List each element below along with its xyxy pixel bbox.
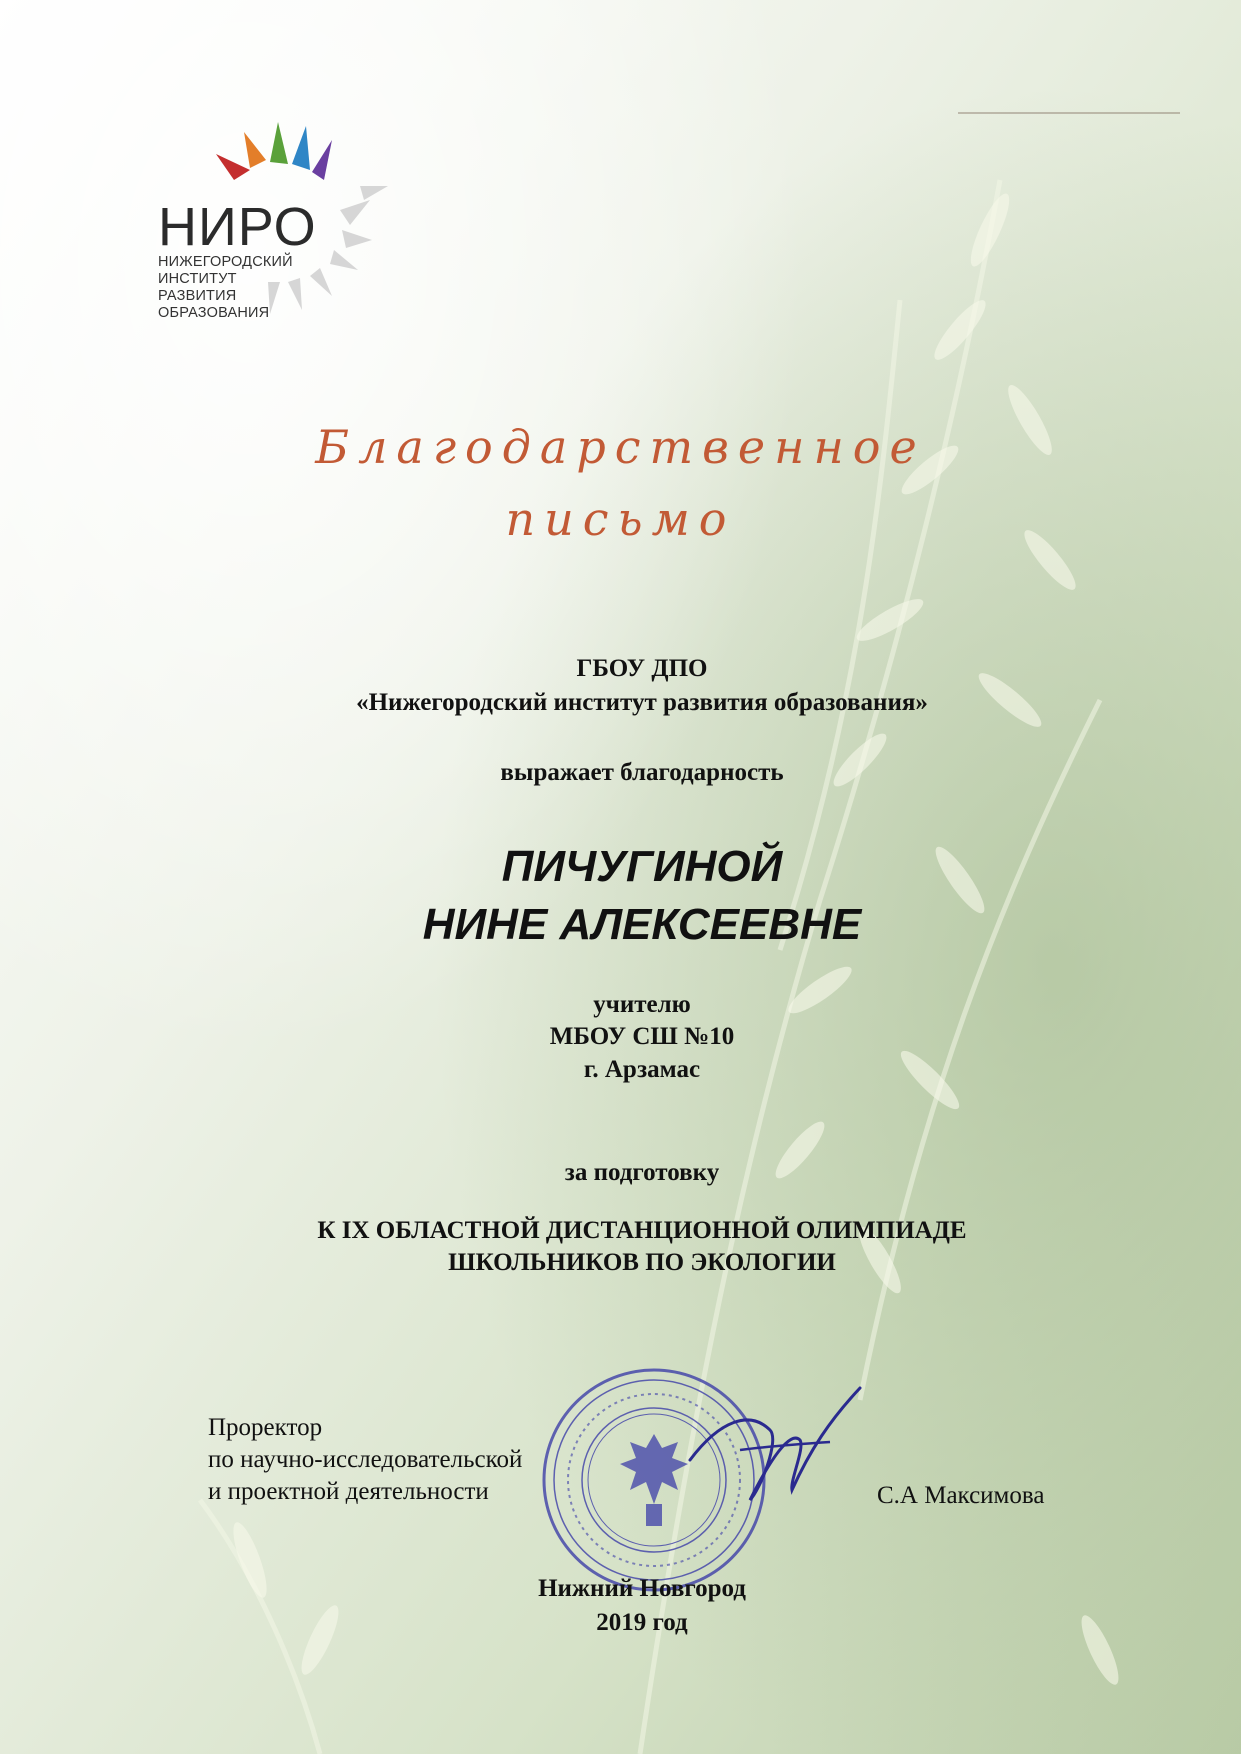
niro-logo	[158, 197, 317, 322]
footer-year: 2019 год	[596, 1609, 688, 1636]
logo-line-4: ОБРАЗОВАНИЯ	[158, 305, 270, 321]
recipient-school: МБОУ СШ №10	[549, 1023, 735, 1050]
document-title-line-2: письмо	[505, 492, 736, 546]
signer-title-line-1: Проректор	[208, 1414, 323, 1441]
recipient-surname: ПИЧУГИНОЙ	[501, 842, 783, 891]
organization-line-2: «Нижегородский институт развития образования»	[356, 689, 928, 716]
handwritten-signature	[680, 1380, 880, 1520]
expresses-text: выражает благодарность	[500, 759, 784, 786]
logo-line-3: РАЗВИТИЯ	[158, 288, 237, 304]
logo-abbr: НИРО	[158, 197, 317, 257]
signer-title-line-2: по научно-исследовательской	[208, 1446, 523, 1473]
logo-line-1: НИЖЕГОРОДСКИЙ	[158, 254, 293, 270]
signer-name: С.А Максимова	[877, 1482, 1045, 1509]
event-line-2: ШКОЛЬНИКОВ ПО ЭКОЛОГИИ	[448, 1249, 836, 1276]
signer-title-line-3: и проектной деятельности	[208, 1478, 489, 1505]
signer-title	[208, 1412, 522, 1508]
logo-line-2: ИНСТИТУТ	[158, 271, 237, 287]
recipient-city: г. Арзамас	[583, 1056, 701, 1083]
organization-line-1: ГБОУ ДПО	[576, 655, 708, 682]
for-text: за подготовку	[564, 1159, 720, 1186]
event-line-1: К IX ОБЛАСТНОЙ ДИСТАНЦИОННОЙ ОЛИМПИАДЕ	[317, 1217, 967, 1244]
recipient-given-name: НИНЕ АЛЕКСЕЕВНЕ	[422, 900, 862, 949]
footer-city: Нижний Новгород	[538, 1575, 746, 1602]
document-title-line-1: Благодарственное	[315, 420, 926, 474]
recipient-role: учителю	[593, 991, 691, 1018]
